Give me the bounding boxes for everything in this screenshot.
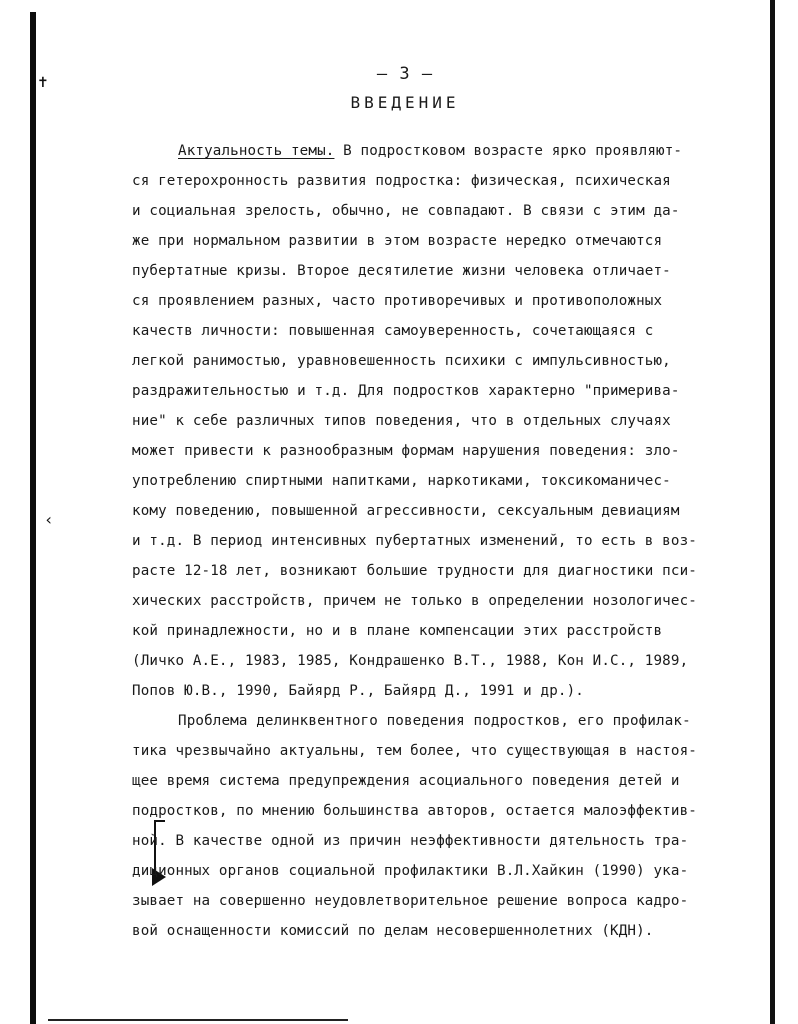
text-line: (Личко А.Е., 1983, 1985, Кондрашенко В.Т., 1988, Кон И.С., 1989, [132, 653, 689, 669]
text-line: легкой ранимостью, уравновешенность психики с импульсивностью, [132, 353, 671, 369]
text-line: ной. В качестве одной из причин неэффективности дятельность тра- [132, 833, 689, 849]
text-line: ся проявлением разных, часто противоречивых и противоположных [132, 293, 663, 309]
text-line: ние" к себе различных типов поведения, что в отдельных случаях [132, 413, 671, 429]
text-line: диционных органов социальной профилактики В.Л.Хайкин (1990) ука- [132, 863, 689, 879]
margin-comma-mark: ‹ [44, 510, 54, 529]
text-line: подростков, по мнению большинства авторов, остается малоэффектив- [132, 803, 697, 819]
text-line: хических расстройств, причем не только в определении нозологичес- [132, 593, 697, 609]
scan-bottom-rule [48, 1019, 348, 1021]
text-line: ся гетерохронность развития подростка: физическая, психическая [132, 173, 671, 189]
page-number: – 3 – [376, 64, 434, 84]
text-line: кому поведению, повышенной агрессивности, сексуальным девиациям [132, 503, 680, 519]
text-line: же при нормальном развитии в этом возрасте нередко отмечаются [132, 233, 663, 249]
section-heading: ВВЕДЕНИЕ [350, 93, 460, 112]
text-line: Попов Ю.В., 1990, Байярд Р., Байярд Д., 1991 и др.). [132, 683, 584, 699]
text-line: вой оснащенности комиссий по делам несовершеннолетних (КДН). [132, 923, 654, 939]
text-line: качеств личности: повышенная самоуверенность, сочетающаяся с [132, 323, 654, 339]
text-line: зывает на совершенно неудовлетворительное решение вопроса кадро- [132, 893, 689, 909]
text-line: может привести к разнообразным формам нарушения поведения: зло- [132, 443, 680, 459]
text-line: пубертатные кризы. Второе десятилетие жизни человека отличает- [132, 263, 671, 279]
text-line: кой принадлежности, но и в плане компенсации этих расстройств [132, 623, 663, 639]
text-line: употреблению спиртными напитками, наркотиками, токсикоманичес- [132, 473, 671, 489]
text-line: и т.д. В период интенсивных пубертатных изменений, то есть в воз- [132, 533, 697, 549]
text-line: раздражительностью и т.д. Для подростков характерно "примерива- [132, 383, 680, 399]
text-fragment: В подростковом возрасте ярко проявляют- [334, 143, 683, 159]
scan-right-edge [770, 0, 775, 1024]
text-line: расте 12-18 лет, возникают большие трудности для диагностики пси- [132, 563, 697, 579]
text-line [178, 141, 734, 161]
scan-binding-edge [30, 12, 36, 1024]
text-line: щее время система предупреждения асоциального поведения детей и [132, 773, 680, 789]
text-line: Проблема делинквентного поведения подростков, его профилак- [178, 713, 691, 729]
text-line: тика чрезвычайно актуальны, тем более, что существующая в настоя- [132, 743, 697, 759]
margin-tick-mark: ✝ [38, 72, 48, 91]
topic-relevance-label: Актуальность темы. [178, 143, 335, 159]
text-line: и социальная зрелость, обычно, не совпадают. В связи с этим да- [132, 203, 680, 219]
